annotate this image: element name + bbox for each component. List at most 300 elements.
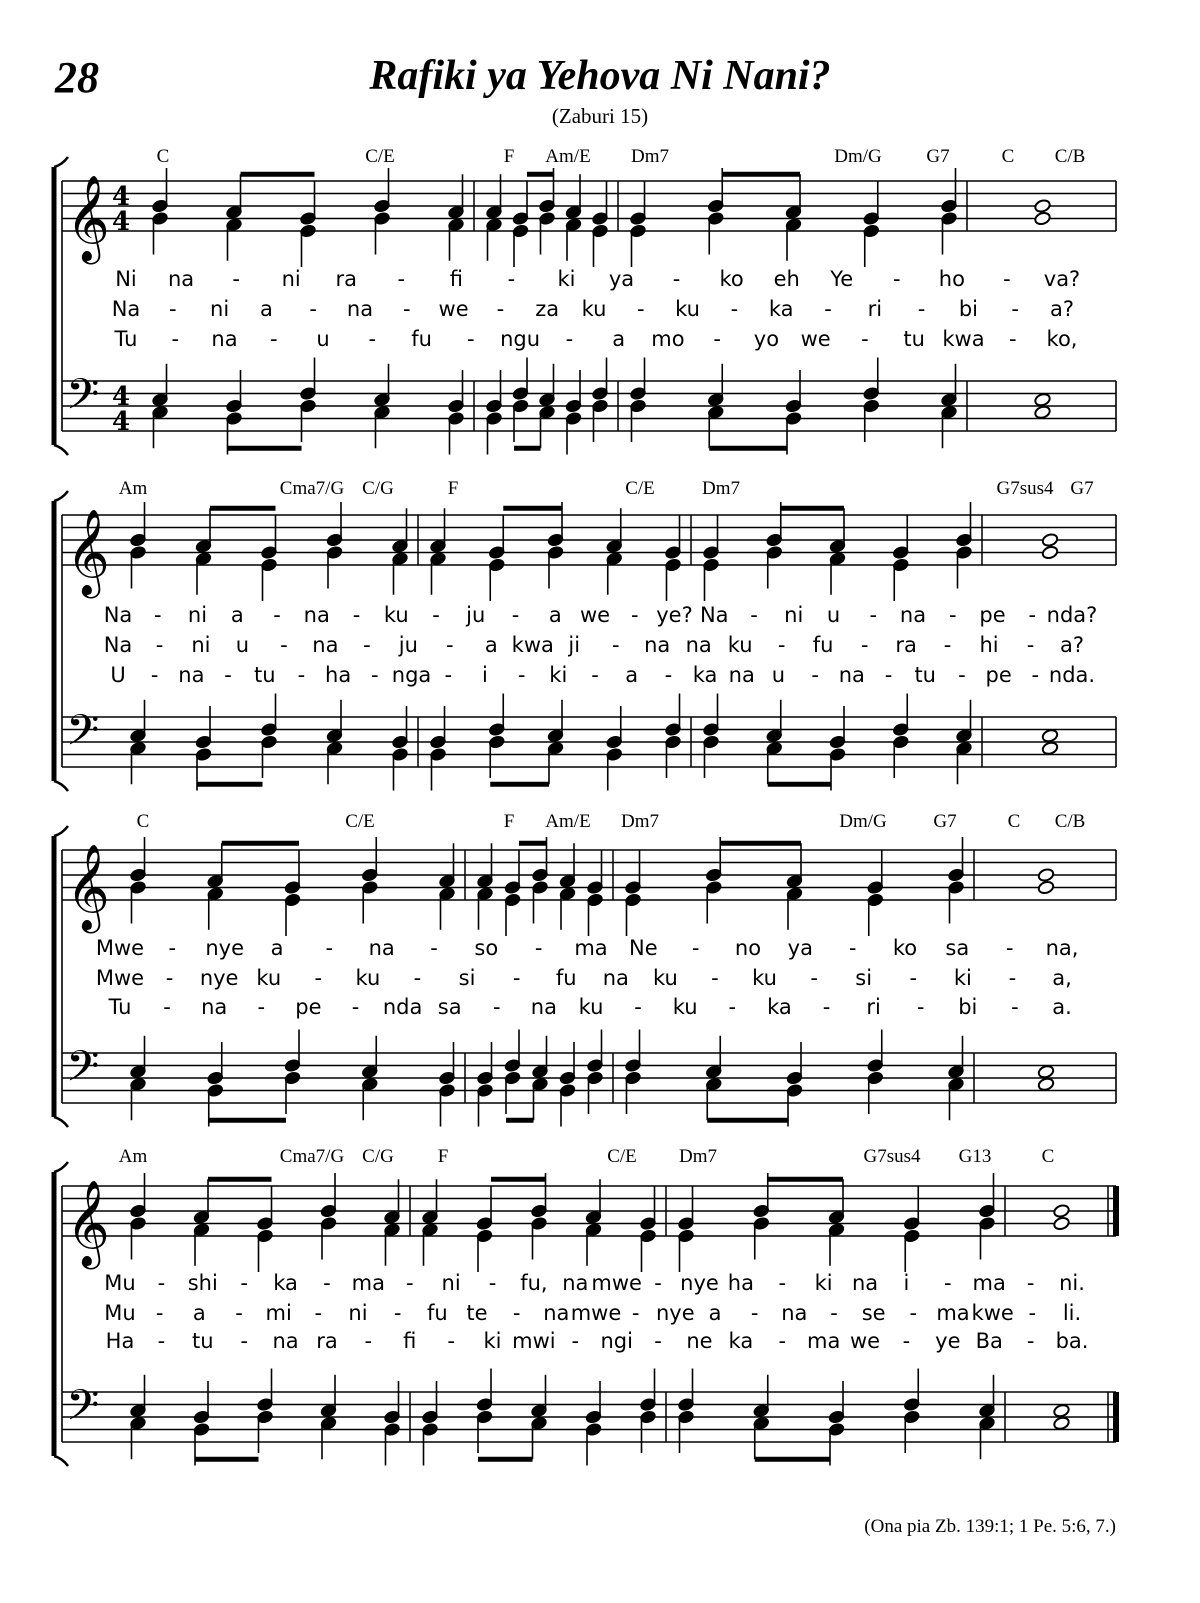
- lyric-syllable: na: [272, 1329, 299, 1353]
- lyric-syllable: shi: [187, 1271, 218, 1295]
- chord-symbol: C/G: [362, 478, 394, 499]
- lyric-hyphen: -: [163, 995, 171, 1019]
- lyric-syllable: ri: [866, 995, 881, 1019]
- lyric-hyphen: -: [150, 663, 159, 687]
- system-3: [54, 811, 1116, 1127]
- lyric-syllable: pe: [295, 995, 322, 1019]
- lyric-syllable: li.: [1062, 1301, 1082, 1325]
- lyric-syllable: ra: [316, 1329, 338, 1353]
- treble-clef-icon: 𝄞: [66, 509, 110, 595]
- lyric-syllable: ku: [672, 995, 698, 1019]
- lyric-hyphen: -: [1028, 1301, 1037, 1325]
- scripture-footnote: (Ona pia Zb. 139:1; 1 Pe. 5:6, 7.): [864, 1516, 1116, 1537]
- lyric-syllable: ne: [686, 1329, 713, 1353]
- lyric-hyphen: -: [916, 995, 925, 1019]
- lyric-hyphen: -: [168, 936, 177, 960]
- lyric-syllable: na: [644, 633, 671, 657]
- lyric-syllable: na: [530, 995, 557, 1019]
- chord-symbol: C: [1001, 146, 1015, 167]
- chord-symbol: Cma7/G: [279, 478, 345, 499]
- chord-symbol: C/E: [345, 811, 375, 832]
- lyric-hyphen: -: [591, 663, 599, 687]
- lyric-syllable: na: [211, 327, 238, 351]
- lyric-hyphen: -: [444, 663, 453, 687]
- lyric-hyphen: -: [664, 663, 673, 687]
- lyric-syllable: na: [781, 1301, 808, 1325]
- lyric-syllable: a,: [1052, 966, 1072, 990]
- lyric-hyphen: -: [958, 663, 966, 687]
- lyric-syllable: fu: [411, 327, 432, 351]
- lyric-hyphen: -: [224, 663, 232, 687]
- treble-clef-icon: 𝄞: [66, 1180, 110, 1266]
- chord-symbol: Dm7: [631, 146, 669, 167]
- lyric-hyphen: -: [297, 663, 306, 687]
- lyric-syllable: ye?: [656, 603, 693, 627]
- treble-clef-icon: 𝄞: [66, 175, 110, 261]
- lyric-hyphen: -: [711, 966, 719, 990]
- lyric-hyphen: -: [273, 603, 281, 627]
- lyric-syllable: ni: [210, 297, 230, 321]
- lyric-syllable: tu: [192, 1329, 214, 1353]
- lyric-syllable: ma: [972, 1271, 1006, 1295]
- lyric-hyphen: -: [630, 603, 639, 627]
- lyric-syllable: Ye: [830, 267, 854, 291]
- lyric-syllable: mwe: [591, 1271, 642, 1295]
- lyric-hyphen: -: [447, 1329, 455, 1353]
- lyric-hyphen: -: [810, 966, 818, 990]
- lyric-syllable: na: [346, 297, 374, 321]
- lyric-syllable: tu: [914, 663, 937, 687]
- lyric-syllable: nga: [391, 663, 432, 687]
- bass-clef-icon: 𝄢: [66, 706, 100, 766]
- lyric-syllable: Tu: [114, 327, 138, 351]
- bass-note-head: [1053, 1403, 1070, 1418]
- lyric-syllable: ngi: [600, 1329, 633, 1353]
- chord-symbol: F: [503, 811, 515, 832]
- lyric-hyphen: -: [1003, 267, 1011, 291]
- lyric-syllable: u: [771, 663, 786, 687]
- lyric-syllable: Ba: [975, 1329, 1003, 1353]
- lyric-syllable: ko,: [1046, 327, 1078, 351]
- lyric-syllable: bi: [958, 995, 978, 1019]
- lyric-syllable: nye: [680, 1271, 719, 1295]
- lyric-syllable: mo: [651, 327, 685, 351]
- lyric-hyphen: -: [750, 603, 758, 627]
- lyric-hyphen: -: [534, 936, 543, 960]
- lyric-hyphen: -: [672, 267, 681, 291]
- lyric-syllable: na,: [1045, 936, 1079, 960]
- lyric-syllable: Mu: [104, 1301, 136, 1325]
- lyric-hyphen: -: [512, 1301, 521, 1325]
- lyric-syllable: Na: [103, 603, 133, 627]
- lyric-syllable: Mwe: [95, 936, 145, 960]
- lyric-hyphen: -: [634, 995, 642, 1019]
- lyric-hyphen: -: [363, 633, 371, 657]
- lyric-syllable: ka: [273, 1271, 298, 1295]
- lyric-syllable: hi: [979, 633, 999, 657]
- treble-note-head: [1041, 545, 1058, 560]
- lyric-syllable: yo: [753, 327, 780, 351]
- lyric-syllable: sa: [945, 936, 970, 960]
- lyric-hyphen: -: [352, 603, 361, 627]
- lyric-hyphen: -: [157, 1271, 166, 1295]
- lyric-syllable: ku: [727, 633, 753, 657]
- lyric-hyphen: -: [824, 297, 832, 321]
- lyric-hyphen: -: [571, 1329, 580, 1353]
- lyric-syllable: mwi: [512, 1329, 556, 1353]
- lyric-syllable: na: [899, 603, 927, 627]
- lyric-hyphen: -: [405, 1271, 414, 1295]
- lyric-hyphen: -: [155, 633, 164, 657]
- lyric-hyphen: -: [1005, 936, 1014, 960]
- lyric-hyphen: -: [240, 1271, 248, 1295]
- lyric-syllable: ha: [325, 663, 352, 687]
- lyric-syllable: Mu: [104, 1271, 136, 1295]
- treble-note-head: [1053, 1204, 1070, 1219]
- lyric-syllable: no: [734, 936, 762, 960]
- bass-note-head: [1034, 405, 1051, 420]
- lyric-hyphen: -: [368, 327, 377, 351]
- lyric-hyphen: -: [496, 297, 505, 321]
- lyric-hyphen: -: [943, 633, 952, 657]
- lyric-syllable: ki: [953, 966, 972, 990]
- time-signature-denominator: 4: [111, 207, 131, 237]
- lyric-hyphen: -: [257, 995, 266, 1019]
- lyric-syllable: mi: [265, 1301, 292, 1325]
- lyric-hyphen: -: [1031, 663, 1040, 687]
- lyric-hyphen: -: [446, 633, 454, 657]
- lyric-syllable: ma: [806, 1329, 841, 1353]
- lyric-syllable: a: [259, 297, 273, 321]
- hymn-title: Rafiki ya Yehova Ni Nani?: [369, 53, 831, 99]
- lyric-syllable: si: [855, 966, 873, 990]
- lyric-syllable: na: [728, 663, 755, 687]
- lyric-syllable: a: [625, 663, 639, 687]
- lyric-syllable: Mwe: [95, 966, 145, 990]
- lyric-hyphen: -: [1026, 633, 1035, 657]
- lyric-syllable: sa: [437, 995, 462, 1019]
- lyric-syllable: we: [849, 1329, 881, 1353]
- lyric-hyphen: -: [944, 1271, 952, 1295]
- lyric-hyphen: -: [517, 663, 526, 687]
- lyric-syllable: tu: [903, 327, 925, 351]
- hymn-subtitle: (Zaburi 15): [551, 104, 649, 128]
- lyric-syllable: u: [316, 327, 330, 351]
- bass-clef-icon: 𝄢: [66, 370, 100, 430]
- chord-symbol: C: [1041, 1146, 1055, 1167]
- chord-symbol: C/E: [625, 478, 655, 499]
- lyric-syllable: ju: [398, 633, 418, 657]
- lyric-hyphen: -: [511, 603, 520, 627]
- lyric-syllable: ni: [348, 1301, 368, 1325]
- lyric-hyphen: -: [654, 1329, 662, 1353]
- chord-symbol: F: [447, 478, 459, 499]
- lyric-syllable: fi: [449, 267, 463, 291]
- lyric-hyphen: -: [403, 297, 411, 321]
- lyric-hyphen: -: [1008, 966, 1017, 990]
- lyric-hyphen: -: [430, 936, 438, 960]
- time-signature-denominator: 4: [111, 407, 131, 437]
- lyric-syllable: bi: [958, 297, 978, 321]
- lyric-syllable: ka: [692, 663, 718, 687]
- lyric-syllable: ka: [768, 297, 794, 321]
- chord-symbol: G7: [1070, 478, 1094, 499]
- lyric-syllable: kwe: [971, 1301, 1014, 1325]
- lyric-hyphen: -: [713, 327, 721, 351]
- lyric-syllable: fu: [426, 1301, 448, 1325]
- lyric-hyphen: -: [830, 1301, 838, 1325]
- lyric-syllable: ri: [867, 297, 883, 321]
- chord-symbol: F: [437, 1146, 449, 1167]
- lyric-syllable: we: [438, 297, 469, 321]
- lyric-syllable: Ne: [629, 936, 658, 960]
- lyric-hyphen: -: [1011, 995, 1019, 1019]
- chord-symbol: C: [156, 146, 170, 167]
- lyric-syllable: ki: [814, 1271, 833, 1295]
- time-signature-numerator: 4: [111, 382, 131, 412]
- lyric-syllable: Ni: [115, 267, 137, 291]
- chord-symbol: C/G: [362, 1146, 394, 1167]
- lyric-syllable: ku: [752, 966, 777, 990]
- lyric-syllable: na: [178, 663, 205, 687]
- lyric-hyphen: -: [902, 1329, 911, 1353]
- lyric-syllable: ra: [335, 267, 357, 291]
- lyric-syllable: za: [535, 297, 560, 321]
- chord-symbol: Dm/G: [839, 811, 887, 832]
- lyric-syllable: ra: [895, 633, 917, 657]
- lyric-hyphen: -: [432, 603, 440, 627]
- lyric-hyphen: -: [240, 1329, 248, 1353]
- treble-note-head: [1053, 1216, 1070, 1231]
- lyric-syllable: u: [826, 603, 841, 627]
- lyric-hyphen: -: [413, 966, 422, 990]
- lyric-syllable: ye: [935, 1329, 961, 1353]
- lyric-syllable: a: [548, 603, 562, 627]
- lyric-syllable: ba.: [1055, 1329, 1089, 1353]
- lyric-syllable: tu: [253, 663, 276, 687]
- lyric-syllable: ma: [574, 936, 608, 960]
- lyric-syllable: nda.: [1048, 663, 1096, 687]
- lyric-syllable: a.: [1052, 995, 1072, 1019]
- chord-symbol: G7sus4: [863, 1146, 921, 1167]
- lyric-hyphen: -: [323, 1271, 331, 1295]
- lyric-syllable: eh: [773, 267, 800, 291]
- system-4: [54, 1146, 1116, 1466]
- lyric-hyphen: -: [351, 995, 360, 1019]
- lyric-syllable: i: [903, 1271, 910, 1295]
- lyric-hyphen: -: [917, 297, 926, 321]
- lyric-hyphen: -: [750, 1301, 759, 1325]
- chord-symbol: Am/E: [545, 811, 591, 832]
- lyric-hyphen: -: [1028, 603, 1037, 627]
- lyric-syllable: ma: [351, 1271, 386, 1295]
- lyric-syllable: a: [270, 936, 284, 960]
- lyric-hyphen: -: [314, 966, 323, 990]
- lyric-syllable: na: [851, 1271, 879, 1295]
- lyric-hyphen: -: [280, 633, 288, 657]
- lyric-hyphen: -: [235, 1301, 243, 1325]
- lyric-syllable: na: [368, 936, 395, 960]
- lyric-syllable: a: [612, 327, 626, 351]
- chord-symbol: Am: [118, 478, 148, 499]
- lyric-hyphen: -: [1011, 297, 1019, 321]
- lyric-syllable: Ha: [105, 1329, 135, 1353]
- lyric-hyphen: -: [157, 1329, 166, 1353]
- bass-note-head: [1041, 741, 1058, 756]
- lyric-syllable: ju: [466, 603, 486, 627]
- lyric-syllable: kwa: [511, 633, 554, 657]
- bass-note-head: [1053, 1416, 1070, 1431]
- chord-symbol: C: [136, 811, 150, 832]
- lyric-syllable: ho: [938, 267, 965, 291]
- lyric-syllable: ha: [727, 1271, 754, 1295]
- treble-note-head: [1041, 533, 1058, 548]
- lyric-hyphen: -: [1026, 1329, 1035, 1353]
- lyric-syllable: ya: [608, 267, 635, 291]
- lyric-syllable: fi: [403, 1329, 417, 1353]
- lyric-syllable: Na: [103, 633, 133, 657]
- lyric-hyphen: -: [232, 267, 240, 291]
- lyric-hyphen: -: [467, 327, 475, 351]
- lyric-syllable: ni.: [1059, 1271, 1085, 1295]
- chord-symbol: G7sus4: [996, 478, 1054, 499]
- lyric-hyphen: -: [777, 633, 786, 657]
- lyric-syllable: ko: [719, 267, 744, 291]
- treble-note-head: [1037, 868, 1054, 883]
- lyric-hyphen: -: [730, 297, 739, 321]
- lyric-hyphen: -: [512, 966, 521, 990]
- treble-note-head: [1034, 211, 1051, 226]
- chord-symbol: Cma7/G: [279, 1146, 345, 1167]
- lyric-hyphen: -: [397, 267, 406, 291]
- lyric-syllable: U: [110, 663, 126, 687]
- lyric-syllable: ni: [191, 633, 211, 657]
- bass-note-head: [1037, 1064, 1054, 1079]
- lyric-syllable: pe: [979, 603, 1006, 627]
- chord-symbol: G13: [958, 1146, 992, 1167]
- lyric-syllable: ku: [578, 995, 604, 1019]
- lyric-hyphen: -: [637, 297, 645, 321]
- lyric-hyphen: -: [371, 663, 379, 687]
- lyric-syllable: fu: [555, 966, 577, 990]
- lyric-hyphen: -: [811, 663, 819, 687]
- lyric-syllable: we: [800, 327, 831, 351]
- bass-note-head: [1034, 392, 1051, 407]
- chord-symbol: C/E: [365, 146, 395, 167]
- lyric-hyphen: -: [493, 995, 501, 1019]
- lyric-syllable: ku: [652, 966, 678, 990]
- lyric-syllable: ji: [568, 633, 581, 657]
- lyric-hyphen: -: [909, 1301, 918, 1325]
- lyric-hyphen: -: [565, 327, 574, 351]
- lyric-hyphen: -: [822, 995, 831, 1019]
- lyric-hyphen: -: [270, 327, 278, 351]
- lyric-syllable: ni: [784, 603, 804, 627]
- lyric-syllable: mwe: [570, 1301, 622, 1325]
- lyric-syllable: ni: [281, 267, 301, 291]
- lyric-syllable: u: [235, 633, 250, 657]
- lyric-hyphen: -: [165, 966, 174, 990]
- lyric-syllable: ku: [256, 966, 282, 990]
- lyric-hyphen: -: [611, 633, 620, 657]
- lyric-syllable: nda?: [1046, 603, 1098, 627]
- treble-note-head: [1037, 880, 1054, 895]
- time-signature-numerator: 4: [111, 182, 131, 212]
- lyric-hyphen: -: [169, 297, 177, 321]
- lyric-hyphen: -: [309, 297, 317, 321]
- lyric-syllable: a: [230, 603, 244, 627]
- lyric-syllable: na: [543, 1301, 570, 1325]
- lyric-hyphen: -: [691, 936, 700, 960]
- lyric-hyphen: -: [948, 603, 957, 627]
- hymn-number: 28: [55, 53, 99, 102]
- chord-symbol: Dm7: [679, 1146, 717, 1167]
- lyric-syllable: we: [579, 603, 611, 627]
- bass-clef-icon: 𝄢: [66, 1042, 100, 1102]
- lyric-syllable: ku: [355, 966, 381, 990]
- lyric-syllable: fu,: [520, 1271, 548, 1295]
- chord-symbol: Dm/G: [834, 146, 882, 167]
- lyric-syllable: na: [201, 995, 228, 1019]
- lyric-syllable: na: [838, 663, 865, 687]
- lyric-syllable: Tu: [108, 995, 132, 1019]
- lyric-hyphen: -: [884, 663, 893, 687]
- lyric-hyphen: -: [728, 995, 737, 1019]
- lyric-syllable: ku: [581, 297, 607, 321]
- lyric-hyphen: -: [325, 936, 334, 960]
- lyric-syllable: a: [484, 633, 498, 657]
- chord-symbol: C/E: [607, 1146, 637, 1167]
- lyric-syllable: a?: [1059, 633, 1085, 657]
- lyric-syllable: ka: [728, 1329, 754, 1353]
- lyric-hyphen: -: [314, 1301, 323, 1325]
- lyric-syllable: ki: [483, 1329, 502, 1353]
- chord-symbol: F: [503, 146, 515, 167]
- chord-symbol: Am: [118, 1146, 148, 1167]
- lyric-hyphen: -: [155, 1301, 164, 1325]
- chord-symbol: Dm7: [621, 811, 659, 832]
- lyric-syllable: i: [482, 663, 488, 687]
- lyric-hyphen: -: [1026, 1271, 1035, 1295]
- chord-symbol: C/B: [1054, 146, 1086, 167]
- lyric-hyphen: -: [631, 1301, 640, 1325]
- lyric-hyphen: -: [171, 327, 180, 351]
- lyric-syllable: ka: [767, 995, 792, 1019]
- lyric-hyphen: -: [909, 966, 918, 990]
- lyric-hyphen: -: [1008, 327, 1017, 351]
- lyric-syllable: ku: [675, 297, 701, 321]
- lyric-hyphen: -: [654, 1271, 662, 1295]
- lyric-syllable: na: [312, 633, 339, 657]
- lyric-syllable: nda: [382, 995, 423, 1019]
- lyric-syllable: ma: [936, 1301, 970, 1325]
- lyric-syllable: ku: [383, 603, 409, 627]
- treble-clef-icon: 𝄞: [66, 844, 110, 930]
- lyric-hyphen: -: [778, 1329, 787, 1353]
- lyric-hyphen: -: [893, 267, 901, 291]
- lyric-syllable: so: [474, 936, 499, 960]
- lyric-hyphen: -: [869, 603, 878, 627]
- lyric-syllable: ni: [187, 603, 208, 627]
- lyric-syllable: a: [192, 1301, 206, 1325]
- lyric-syllable: va?: [1043, 267, 1081, 291]
- bass-note-head: [1041, 728, 1058, 743]
- lyric-syllable: Na: [699, 603, 729, 627]
- lyric-syllable: na: [685, 633, 712, 657]
- lyric-hyphen: -: [364, 1329, 373, 1353]
- chord-symbol: G7: [933, 811, 957, 832]
- chord-symbol: G7: [926, 146, 950, 167]
